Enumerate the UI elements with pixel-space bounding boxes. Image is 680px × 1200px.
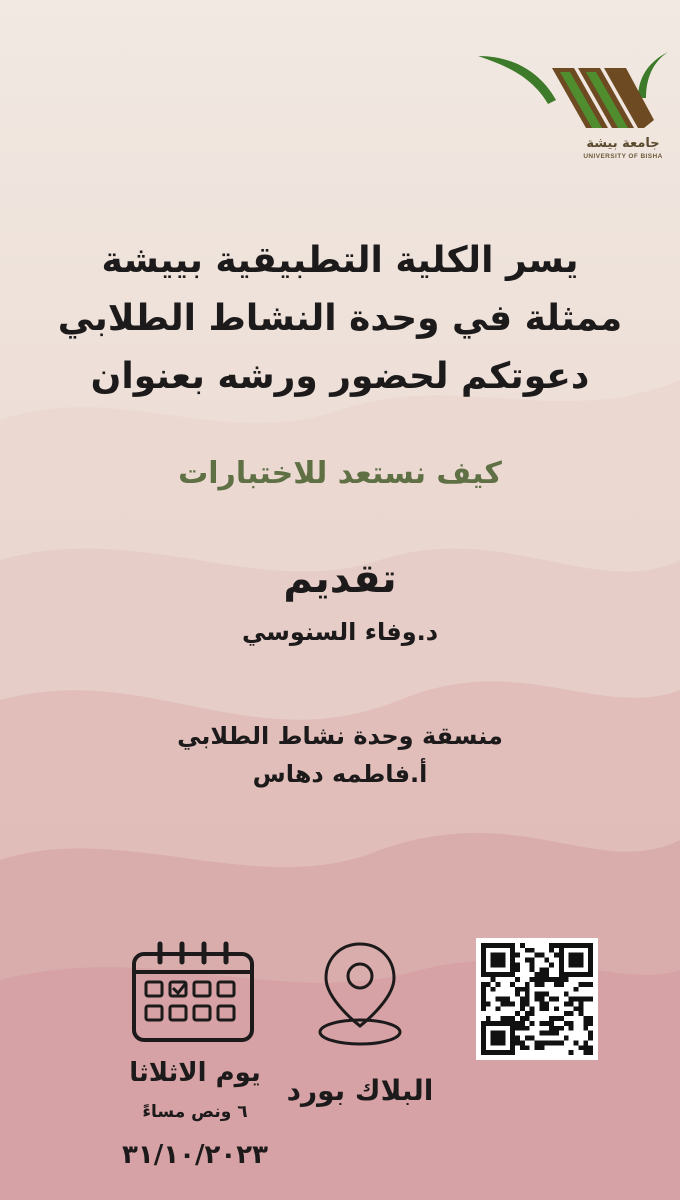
qr-module [554,982,559,987]
qr-module [520,1016,525,1021]
qr-module [588,958,593,963]
qr-module [583,943,588,948]
qr-module [525,1036,530,1041]
qr-module [530,948,535,953]
qr-module [539,1031,544,1036]
qr-module [535,1045,540,1050]
presenter-heading: تقديم [283,556,397,602]
qr-module [481,972,486,977]
qr-module [515,953,520,958]
qr-module [578,1001,583,1006]
qr-module [578,1045,583,1050]
qr-module [481,1026,486,1031]
qr-module [505,1001,510,1006]
qr-module [496,1036,501,1041]
qr-module [530,1006,535,1011]
qr-module [574,1006,579,1011]
qr-module [588,1036,593,1041]
event-time: ٦ ونص مساءً [142,1102,248,1122]
calendar-icon [130,940,256,1044]
qr-module [574,958,579,963]
qr-module [496,958,501,963]
qr-module [544,1031,549,1036]
qr-module [559,962,564,967]
qr-module [496,1021,501,1026]
qr-module [520,997,525,1002]
qr-module [510,1050,515,1055]
qr-module [481,1045,486,1050]
qr-module [578,982,583,987]
qr-module [486,943,491,948]
qr-module [574,972,579,977]
qr-module [535,972,540,977]
qr-module [481,987,486,992]
qr-module [491,987,496,992]
qr-module [530,1021,535,1026]
qr-module [510,943,515,948]
qr-module [500,997,505,1002]
qr-module [500,958,505,963]
qr-module [510,1040,515,1045]
location-pin-icon [312,938,408,1048]
qr-module [496,943,501,948]
qr-module [583,1021,588,1026]
qr-module [564,1001,569,1006]
workshop-title: كيف نستعد للاختبارات [178,456,502,491]
qr-module [515,1021,520,1026]
qr-module [544,1006,549,1011]
qr-module [588,962,593,967]
qr-module [500,962,505,967]
qr-module [505,997,510,1002]
qr-module [510,1045,515,1050]
qr-module [544,1021,549,1026]
qr-module [510,962,515,967]
qr-module [549,1031,554,1036]
qr-module [549,997,554,1002]
qr-module [574,1040,579,1045]
qr-module [574,943,579,948]
qr-module [481,992,486,997]
qr-module [491,977,496,982]
qr-module [525,1045,530,1050]
qr-module [481,962,486,967]
qr-module [525,997,530,1002]
qr-module [481,943,486,948]
qr-module [539,997,544,1002]
qr-module [578,962,583,967]
qr-module [481,997,486,1002]
qr-module [500,943,505,948]
qr-module [520,1026,525,1031]
qr-module [564,1021,569,1026]
qr-module [530,962,535,967]
qr-module [515,1040,520,1045]
qr-module [535,977,540,982]
qr-module [549,1016,554,1021]
qr-module [569,1050,574,1055]
qr-module [554,1040,559,1045]
qr-module [525,992,530,997]
qr-module [544,972,549,977]
qr-module [500,1016,505,1021]
qr-module [481,982,486,987]
qr-module [525,1016,530,1021]
qr-module [520,1006,525,1011]
qr-module [491,1050,496,1055]
qr-module [539,1021,544,1026]
qr-module [491,1036,496,1041]
qr-module [496,982,501,987]
qr-module [539,982,544,987]
qr-module [554,977,559,982]
qr-module [505,1016,510,1021]
coordinator-name: أ.فاطمه دهاس [252,760,428,788]
qr-module [539,977,544,982]
qr-module [539,953,544,958]
qr-module [481,1021,486,1026]
qr-module [505,943,510,948]
intro-line: يسر الكلية التطبيقية بييشة [101,240,579,281]
qr-module [525,987,530,992]
qr-module [481,1006,486,1011]
qr-module [564,977,569,982]
qr-module [583,972,588,977]
qr-module [491,972,496,977]
qr-module [535,992,540,997]
qr-module [530,958,535,963]
qr-module [574,997,579,1002]
event-date: ٣١/١٠/٢٠٢٣ [122,1140,268,1170]
qr-module [539,972,544,977]
qr-module [515,967,520,972]
qr-module [578,1011,583,1016]
qr-module [583,1050,588,1055]
qr-module [583,997,588,1002]
qr-module [559,948,564,953]
qr-module [549,1021,554,1026]
qr-module [588,1050,593,1055]
qr-module [583,1026,588,1031]
qr-module [559,958,564,963]
qr-module [520,1001,525,1006]
qr-module [525,1011,530,1016]
qr-module [496,953,501,958]
qr-module [491,962,496,967]
qr-module [525,958,530,963]
qr-module [559,943,564,948]
qr-module [583,1040,588,1045]
qr-module [496,1040,501,1045]
qr-module [559,1026,564,1031]
qr-module [525,1001,530,1006]
intro-line: دعوتكم لحضور ورشه بعنوان [90,356,590,397]
qr-module [500,1050,505,1055]
qr-module [510,1026,515,1031]
qr-module [559,1016,564,1021]
qr-module [535,982,540,987]
qr-module [520,1045,525,1050]
qr-module [510,953,515,958]
qr-module [569,962,574,967]
qr-module [500,953,505,958]
qr-module [510,948,515,953]
qr-module [559,967,564,972]
qr-module [554,1006,559,1011]
qr-module [544,1040,549,1045]
qr-module [481,967,486,972]
qr-module [549,948,554,953]
qr-module [515,987,520,992]
qr-module [525,1026,530,1031]
qr-module [481,1036,486,1041]
qr-module [505,972,510,977]
qr-module [535,1040,540,1045]
qr-module [554,953,559,958]
qr-module [496,1050,501,1055]
qr-module [520,943,525,948]
event-day: يوم الاثلاثا [129,1058,261,1088]
logo-arabic-name: جامعة بيشة [586,136,660,151]
qr-module [559,1040,564,1045]
qr-module [578,943,583,948]
qr-module [588,948,593,953]
qr-module [515,962,520,967]
qr-module [544,977,549,982]
qr-module [569,1001,574,1006]
qr-module [588,953,593,958]
qr-module [500,1021,505,1026]
qr-module [549,962,554,967]
qr-module [549,943,554,948]
qr-module [481,948,486,953]
qr-module [496,997,501,1002]
qr-module [554,1026,559,1031]
qr-module [588,967,593,972]
qr-module [520,1040,525,1045]
qr-module [544,967,549,972]
qr-module [530,1036,535,1041]
qr-module [578,972,583,977]
qr-module [481,1050,486,1055]
invitation-intro [0,232,680,406]
qr-module [549,1026,554,1031]
qr-module [481,1031,486,1036]
qr-module [569,943,574,948]
qr-code[interactable] [476,938,598,1060]
qr-module [486,1016,491,1021]
qr-module [510,1016,515,1021]
qr-module [515,977,520,982]
qr-module [520,987,525,992]
qr-module [569,972,574,977]
qr-module [486,982,491,987]
qr-module [539,1045,544,1050]
qr-module [588,1045,593,1050]
qr-module [559,982,564,987]
qr-module [564,943,569,948]
qr-module [588,1016,593,1021]
qr-module [500,1040,505,1045]
qr-module [491,1040,496,1045]
qr-module [588,972,593,977]
qr-module [544,1001,549,1006]
qr-module [583,982,588,987]
qr-module [554,1016,559,1021]
qr-module [530,977,535,982]
qr-module [510,972,515,977]
qr-module [500,1031,505,1036]
qr-module [510,1021,515,1026]
qr-module [515,1011,520,1016]
qr-module [491,1021,496,1026]
qr-module [525,982,530,987]
qr-module [510,1001,515,1006]
qr-module [569,953,574,958]
qr-module [569,1021,574,1026]
qr-module [535,997,540,1002]
qr-module [588,982,593,987]
qr-module [496,972,501,977]
qr-module [539,1040,544,1045]
qr-module [510,982,515,987]
qr-module [539,992,544,997]
qr-module [539,1001,544,1006]
event-location: البلاك بورد [286,1074,434,1107]
qr-module [496,1006,501,1011]
qr-module [491,1031,496,1036]
qr-module [486,972,491,977]
qr-module [500,972,505,977]
qr-module [549,1040,554,1045]
qr-module [496,962,501,967]
qr-module [578,953,583,958]
qr-module [554,1031,559,1036]
qr-module [583,1045,588,1050]
qr-module [500,1001,505,1006]
qr-module [569,1011,574,1016]
qr-module [578,1006,583,1011]
qr-module [583,1016,588,1021]
qr-module [574,987,579,992]
qr-module [525,948,530,953]
coordinator-title: منسقة وحدة نشاط الطلابي [177,722,503,750]
qr-module [510,1031,515,1036]
qr-module [544,958,549,963]
qr-module [569,1026,574,1031]
qr-module [481,1040,486,1045]
qr-module [539,967,544,972]
qr-module [515,992,520,997]
qr-module [505,1021,510,1026]
qr-module [530,967,535,972]
qr-module [515,1026,520,1031]
qr-module [510,1036,515,1041]
qr-module [486,1050,491,1055]
qr-module [559,977,564,982]
qr-module [564,1036,569,1041]
qr-module [588,1031,593,1036]
qr-module [481,1001,486,1006]
qr-module [559,972,564,977]
qr-module [554,997,559,1002]
qr-module [505,1050,510,1055]
qr-module [549,977,554,982]
qr-module [564,1011,569,1016]
qr-module [535,953,540,958]
qr-module [564,972,569,977]
qr-module [496,1031,501,1036]
presenter-name: د.وفاء السنوسي [241,618,439,646]
qr-module [491,953,496,958]
qr-module [510,958,515,963]
qr-module [588,1021,593,1026]
qr-module [578,997,583,1002]
qr-module [588,997,593,1002]
qr-module [515,1036,520,1041]
qr-module [510,967,515,972]
qr-module [574,953,579,958]
qr-module [520,1021,525,1026]
qr-module [559,953,564,958]
qr-module [544,992,549,997]
qr-module [500,1036,505,1041]
qr-module [491,943,496,948]
qr-module [486,1021,491,1026]
qr-module [539,1006,544,1011]
qr-module [564,992,569,997]
qr-module [481,958,486,963]
qr-module [574,962,579,967]
qr-module [578,958,583,963]
qr-module [486,1001,491,1006]
qr-module [491,958,496,963]
intro-line: ممثلة في وحدة النشاط الطلابي [57,298,623,339]
qr-module [588,943,593,948]
qr-module [569,958,574,963]
qr-module [554,943,559,948]
qr-module [569,997,574,1002]
qr-module [481,953,486,958]
qr-module [530,1011,535,1016]
logo-english-name: UNIVERSITY OF BISHA [583,153,663,160]
